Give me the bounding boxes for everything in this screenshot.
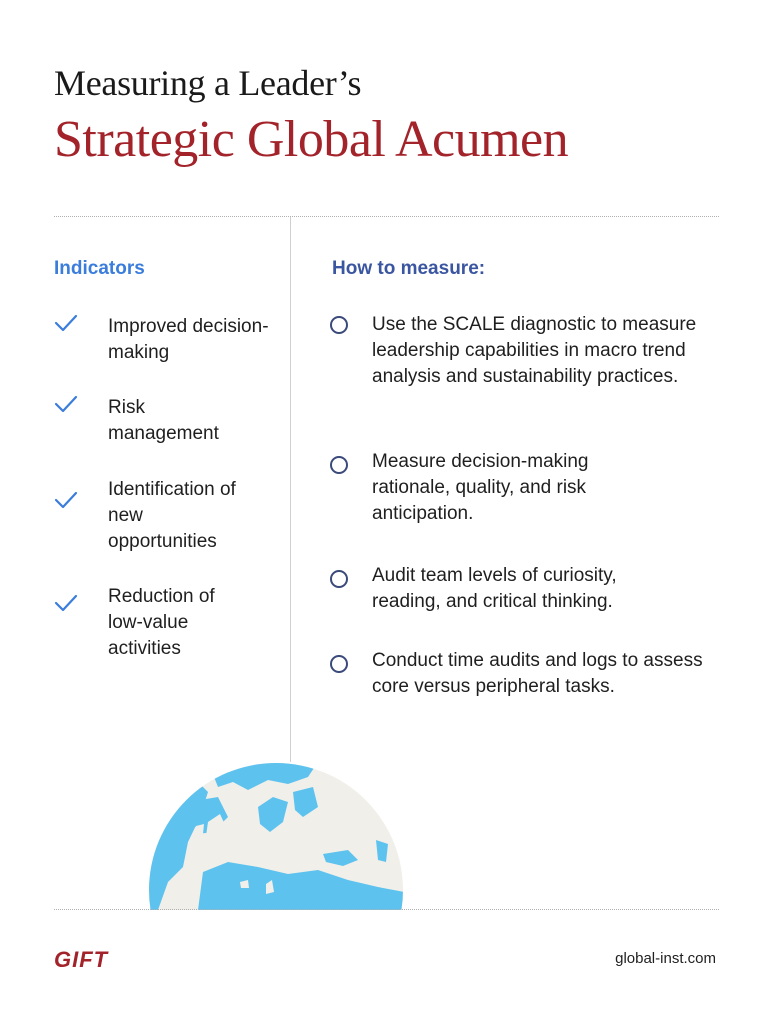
circle-bullet-icon <box>330 316 348 334</box>
bottom-divider <box>54 909 719 910</box>
checkmark-icon <box>54 491 78 509</box>
indicator-text: Risk management <box>108 397 219 444</box>
website-link[interactable]: global-inst.com <box>615 950 716 967</box>
globe-illustration <box>148 762 404 910</box>
measure-text: Use the SCALE diagnostic to measure leadership capabilities in macro trend analysis and sustainability practices. <box>372 314 697 387</box>
circle-bullet-icon <box>330 655 348 673</box>
logo-text: GIFT <box>54 947 109 971</box>
indicator-text: Improved decision-making <box>108 316 269 363</box>
checkmark-icon <box>54 314 78 332</box>
how-to-measure-heading: How to measure: <box>332 258 486 279</box>
title-line-2: Strategic Global Acumen <box>54 111 569 168</box>
indicator-text: Reduction of low-value activities <box>108 586 215 659</box>
gift-logo <box>54 947 138 971</box>
circle-bullet-icon <box>330 456 348 474</box>
circle-bullet-icon <box>330 570 348 588</box>
indicators-heading: Indicators <box>54 258 145 279</box>
title-line-1: Measuring a Leader’s <box>54 63 362 103</box>
measure-text: Audit team levels of curiosity, reading, and critical thinking. <box>372 565 617 612</box>
checkmark-icon <box>54 395 78 413</box>
checkmark-icon <box>54 594 78 612</box>
measure-text: Measure decision-making rationale, quality, and risk anticipation. <box>372 451 589 524</box>
top-divider <box>54 216 719 217</box>
indicator-text: Identification of new opportunities <box>108 479 236 552</box>
measure-text: Conduct time audits and logs to assess core versus peripheral tasks. <box>372 650 703 697</box>
column-divider <box>290 217 291 762</box>
